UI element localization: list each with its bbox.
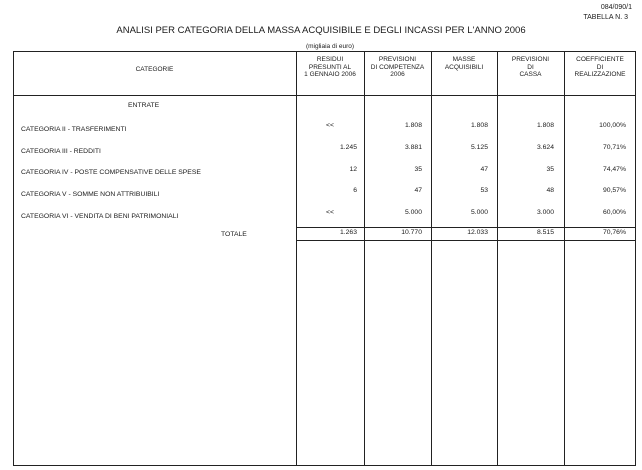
cell-residui: 1.245 (339, 144, 357, 151)
column-divider (296, 51, 297, 466)
cell-cassa: 35 (546, 166, 554, 173)
header-masse-acquisibili: MASSE ACQUISIBILI (444, 56, 484, 71)
table-number: TABELLA N. 3 (583, 14, 628, 21)
column-divider (364, 51, 365, 466)
total-coefficiente: 70,76% (602, 229, 626, 236)
total-top-rule (296, 227, 636, 228)
cell-competenza: 35 (414, 166, 422, 173)
total-residui: 1.263 (339, 229, 357, 236)
row-label: CATEGORIA III - REDDITI (21, 148, 101, 155)
cell-cassa: 3.000 (536, 209, 554, 216)
column-divider (564, 51, 565, 466)
total-competenza: 10.770 (401, 229, 422, 236)
row-label: CATEGORIA VI - VENDITA DI BENI PATRIMONIALI (21, 213, 179, 220)
cell-masse: 47 (480, 166, 488, 173)
cell-masse: 5.125 (470, 144, 488, 151)
total-cassa: 8.515 (536, 229, 554, 236)
header-residui: RESIDUI PRESUNTI AL 1 GENNAIO 2006 (304, 56, 356, 78)
row-label: CATEGORIA V - SOMME NON ATTRIBUIBILI (21, 191, 160, 198)
cell-coefficiente: 60,00% (602, 209, 626, 216)
page-title: ANALISI PER CATEGORIA DELLA MASSA ACQUISIBILE E DEGLI INCASSI PER L'ANNO 2006 (116, 25, 526, 36)
header-divider (13, 95, 636, 96)
column-divider (497, 51, 498, 466)
cell-competenza: 5.000 (404, 209, 422, 216)
table-border (13, 51, 636, 466)
cell-residui: << (326, 209, 334, 216)
header-categorie: CATEGORIE (135, 66, 174, 73)
cell-competenza: 47 (414, 187, 422, 194)
cell-coefficiente: 74,47% (602, 166, 626, 173)
header-previsioni-cassa: PREVISIONI DI CASSA (511, 56, 550, 78)
header-previsioni-competenza: PREVISIONI DI COMPETENZA 2006 (370, 56, 425, 78)
cell-residui: 12 (349, 166, 357, 173)
document-code: 084/090/1 (600, 4, 632, 11)
cell-cassa: 3.624 (536, 144, 554, 151)
cell-cassa: 1.808 (536, 122, 554, 129)
cell-cassa: 48 (546, 187, 554, 194)
cell-masse: 53 (480, 187, 488, 194)
column-divider (431, 51, 432, 466)
cell-competenza: 3.881 (404, 144, 422, 151)
cell-coefficiente: 70,71% (602, 144, 626, 151)
header-coefficiente: COEFFICIENTE DI REALIZZAZIONE (574, 56, 626, 78)
total-bottom-rule (296, 240, 636, 241)
total-label: TOTALE (221, 231, 247, 238)
cell-coefficiente: 90,57% (602, 187, 626, 194)
cell-coefficiente: 100,00% (599, 122, 626, 129)
unit-note: (migliaia di euro) (305, 43, 355, 50)
row-label: CATEGORIA II - TRASFERIMENTI (21, 126, 127, 133)
cell-competenza: 1.808 (404, 122, 422, 129)
section-label: ENTRATE (128, 102, 160, 109)
cell-masse: 5.000 (470, 209, 488, 216)
cell-masse: 1.808 (470, 122, 488, 129)
row-label: CATEGORIA IV - POSTE COMPENSATIVE DELLE SPESE (21, 169, 201, 176)
total-masse: 12.033 (467, 229, 488, 236)
cell-residui: 6 (353, 187, 357, 194)
cell-residui: << (326, 122, 334, 129)
